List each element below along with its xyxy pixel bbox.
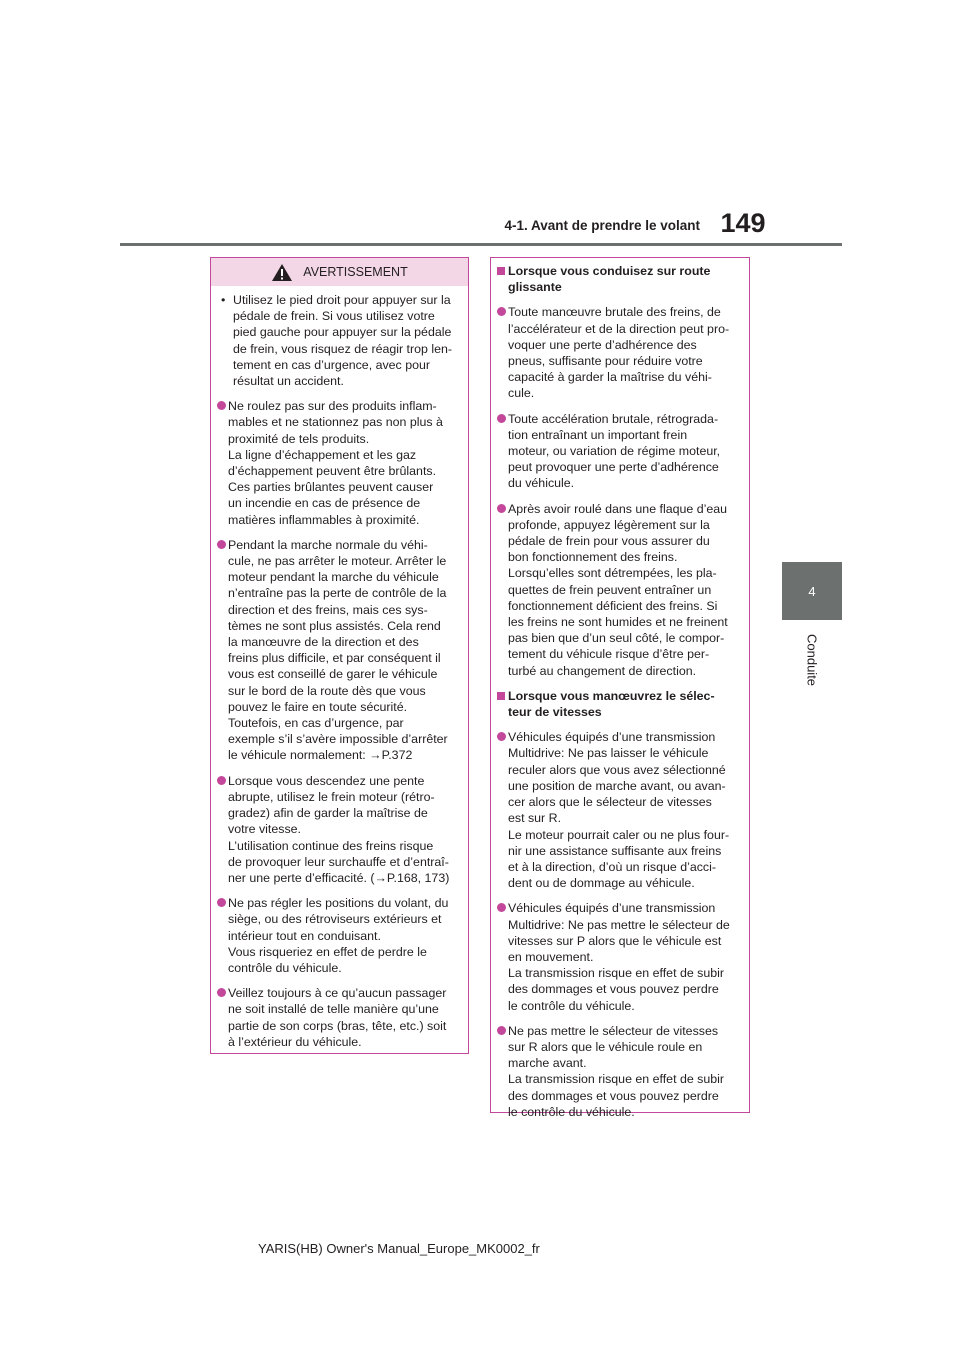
section-title: 4-1. Avant de prendre le volant [504,218,700,233]
list-item [217,537,460,764]
section-heading [497,688,741,720]
item-text: Ne pas mettre le sélecteur de vitesses sur R alors que le véhicule roule en marche avant. La transmission risque en effet de subir des dommages et vous pouvez perdre le contrôle du véhicule. [508,1023,725,1119]
dot-marker-icon [217,776,226,785]
square-marker-icon [497,692,505,700]
warning-header [211,258,468,286]
item-text: Veillez toujours à ce qu’aucun passager ne soit installé de telle manière qu’une partie de son corps (bras, tête, etc.) soit à l’extérieur du véhicule. [228,986,447,1049]
list-item [217,292,460,389]
dot-marker [217,895,228,976]
dot-marker-icon [497,903,506,912]
heading-text: Lorsque vous conduisez sur route glissante [508,264,711,295]
list-item [497,411,741,492]
dot-marker-icon [497,307,506,316]
dot-marker-icon [497,732,506,741]
dot-marker [497,411,508,492]
dot-marker [497,729,508,891]
list-item [497,900,741,1013]
item-text: Toute accélération brutale, rétrograda- tion entraînant un important frein moteur, ou variation de régime moteur, peut provoquer une perte d’adhérence du véhicule. [508,411,721,491]
list-item [497,1023,741,1120]
chapter-label-container [783,630,841,690]
dot-marker-icon [217,898,226,907]
section-heading [497,263,741,295]
dot-marker [217,985,228,1050]
dot-marker [217,537,228,764]
dot-marker [497,1023,508,1120]
list-item [217,773,460,886]
item-text: Utilisez le pied droit pour appuyer sur la pédale de frein. Si vous utilisez votre pied gauche pour appuyer sur la pédale de frein, vous risquez de réagir trop len- tement en cas d’urgence, avec pour résultat un accident. [233,293,453,389]
chapter-number: 4 [808,583,816,599]
dot-marker-icon [217,540,226,549]
chapter-tab [782,562,842,620]
dot-marker-icon [217,988,226,997]
item-text: Pendant la marche normale du véhi- cule, ne pas arrêter le moteur. Arrêter le moteur pendant la marche du véhicule n’entraîne pas la perte de contrôle de la direction et des freins, mais ces sys- tèmes ne sont plus assistés. Cela rend la manœuvre de la direction et des freins plus difficile, et par conséquent il vous est conseillé de garer le véhicule sur le bord de la route dès que vous pouvez le faire en toute sécurité. Toutefois, en cas d’urgence, par exemple s’il s’avère impossible d’arrêter le véhicule normalement: →P.372 [228,537,448,763]
dot-marker [497,304,508,401]
dot-marker [217,773,228,886]
bullet-marker: • [221,293,226,307]
dot-marker-icon [497,1026,506,1035]
list-item [217,895,460,976]
dot-marker-icon [497,414,506,423]
heading-marker [497,688,508,720]
dot-marker [217,398,228,528]
list-item [497,304,741,401]
footer-manual-name: YARIS(HB) Owner's Manual_Europe_MK0002_fr [258,1241,540,1256]
warning-items [211,286,468,1050]
header-rule [120,243,842,246]
list-item [497,729,741,891]
info-items [491,258,749,1120]
list-item [497,501,741,679]
square-marker-icon [497,267,505,275]
dot-marker [497,501,508,679]
item-text: Toute manœuvre brutale des freins, de l’accélérateur et de la direction peut pro- voquer une perte d’adhérence des pneus, suffisante pour réduire votre capacité à garder la maîtrise du véhi- cule. [508,305,730,401]
item-text: Lorsque vous descendez une pente abrupte, utilisez le frein moteur (rétro- gradez) afin de garder la maîtrise de votre vitesse. L’utilisation continue des freins risque de provoquer leur surchauffe et d’entraî- ner une perte d’efficacité. (→P.168, 173) [228,773,450,885]
item-text: Après avoir roulé dans une flaque d’eau profonde, appuyez légèrement sur la pédale de frein pour vous assurer du bon fonctionnement des freins. Lorsqu’elles sont détrempées, les pla- quettes de frein peuvent entraîner un fonctionnement déficient des freins. Si les freins ne sont humides et ne freinent pas bien que d’un seul côté, le compor- tement du véhicule risque d’être per- turbé au changement de direction. [508,501,728,678]
item-text: Véhicules équipés d’une transmission Multidrive: Ne pas laisser le véhicule reculer alors que vous avez sélectionné une position de marche avant, ou avan- cer alors que le sélecteur de vitesses est sur R. Le moteur pourrait caler ou ne plus four- nir une assistance suffisante aux freins et à la direction, d’où un risque d’acci- dent ou de dommage au véhicule. [508,730,730,891]
warning-title: AVERTISSEMENT [303,265,408,279]
dot-marker [497,900,508,1013]
warning-triangle-icon [271,263,293,282]
list-item [217,985,460,1050]
item-text: Ne pas régler les positions du volant, du siège, ou des rétroviseurs extérieurs et intérieur tout en conduisant. Vous risqueriez en effet de perdre le contrôle du véhicule. [228,896,449,975]
warning-box [210,257,469,1054]
dot-marker-icon [217,401,226,410]
dot-marker-icon [497,504,506,513]
heading-marker [497,263,508,295]
chapter-label: Conduite [804,633,820,687]
page-number: 149 [720,208,766,238]
item-text: Véhicules équipés d’une transmission Multidrive: Ne pas mettre le sélecteur de vitesses sur P alors que le véhicule est en mouvement. La transmission risque en effet de subir des dommages et vous pouvez perdre le contrôle du véhicule. [508,901,730,1013]
heading-text: Lorsque vous manœuvrez le sélec- teur de vitesses [508,688,715,720]
item-text: Ne roulez pas sur des produits inflam- mables et ne stationnez pas non plus à proximité de tels produits. La ligne d’échappement et les gaz d’échappement peuvent être brûlants. Ces parties brûlantes peuvent causer un incendie en cas de présence de matières inflammables à proximité. [228,399,443,527]
info-box [490,257,750,1119]
list-item [217,398,460,528]
